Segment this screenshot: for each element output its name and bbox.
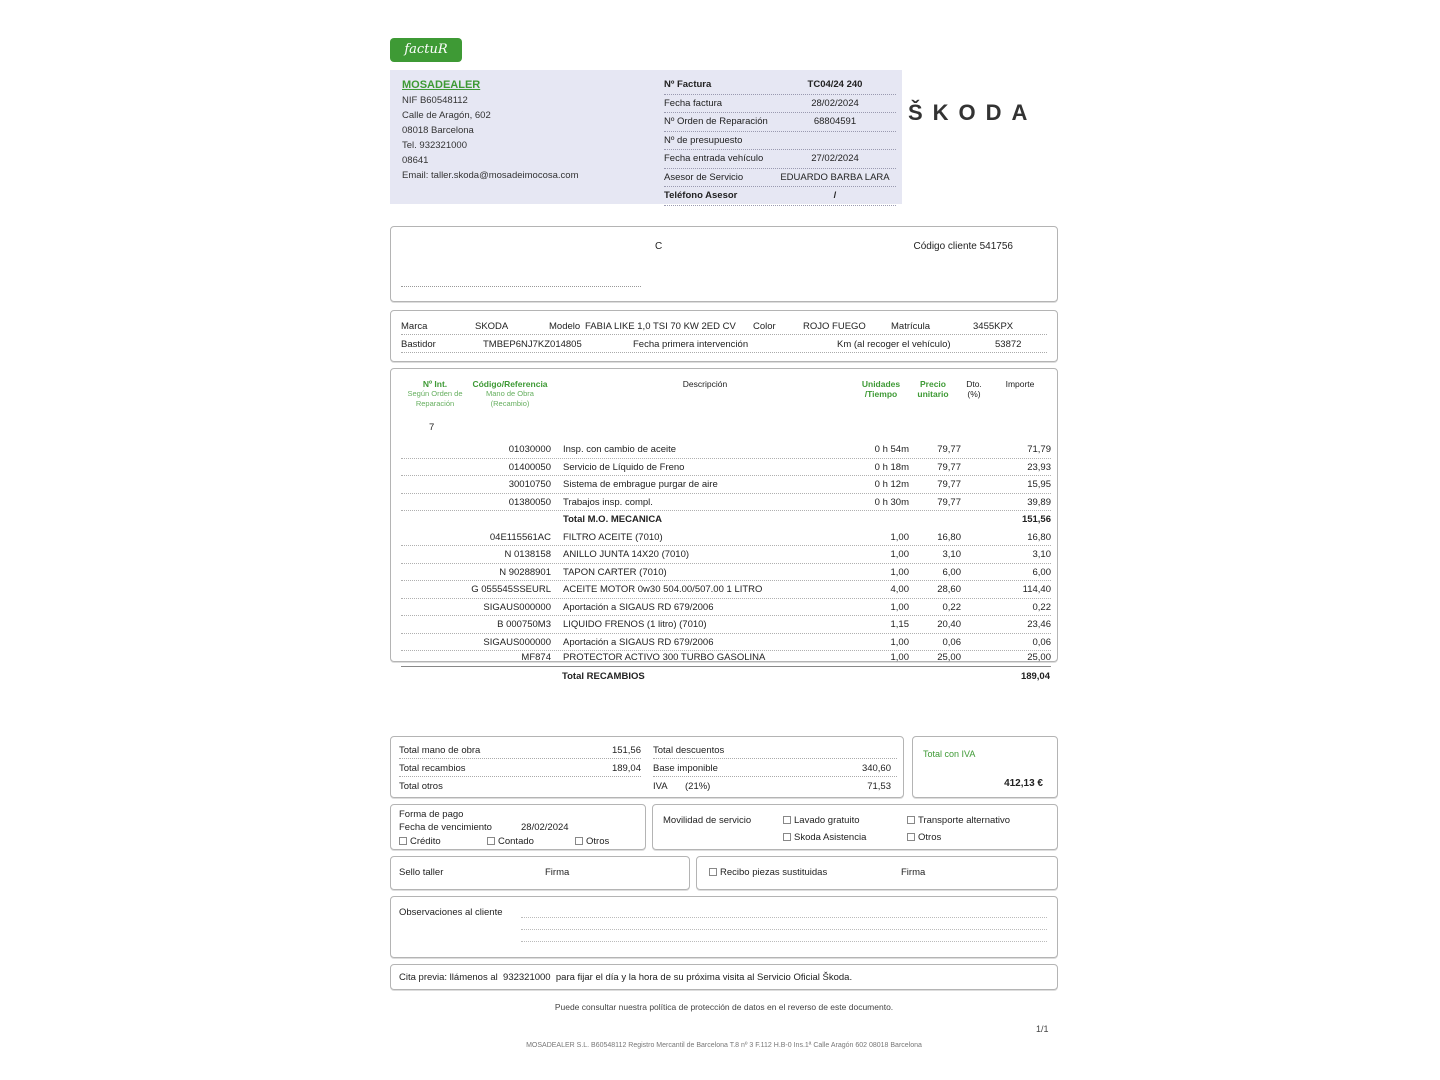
invoice-meta [664,76,896,206]
line-ref: 30010750 [508,479,551,490]
line-qty: 1,00 [890,566,909,578]
wash-label: Lavado gratuito [794,815,860,826]
marca-value: SKODA [475,321,509,332]
line-amount: 0,22 [1032,601,1051,613]
km-value: 53872 [995,339,1022,350]
parts-sign-label: Firma [901,867,926,878]
meta-label: Nº de presupuesto [664,134,743,146]
client-code-label: Código cliente [913,241,977,252]
observation-line [521,917,1047,918]
line-amount: 0,06 [1032,636,1051,648]
line-amount: 3,10 [1032,549,1051,560]
labor-total-amount: 151,56 [1021,514,1051,525]
checkbox[interactable] [907,816,915,824]
line-desc: LIQUIDO FRENOS (1 litro) (7010) [563,619,707,630]
col-num [401,379,469,409]
appointment-box [390,964,1058,990]
line-qty: 4,00 [890,584,909,595]
iva-row [653,779,897,795]
client-code-value: 541756 [979,241,1013,252]
order-row [401,419,1051,437]
service-transport[interactable] [907,815,1010,826]
meta-label: Nº Orden de Reparación [664,116,768,127]
line-qty: 1,00 [890,652,909,663]
total-with-iva-label: Total con IVA [923,749,976,759]
line-desc: ANILLO JUNTA 14X20 (7010) [563,549,690,560]
assistance-label: Skoda Asistencia [794,832,867,843]
meta-value: 68804591 [813,116,857,127]
parts-total-amount: 189,04 [1020,671,1050,682]
vehicle-row [401,319,1047,335]
payment-box [390,804,646,850]
col-num-sub: Según Orden de Reparación [407,389,463,408]
payment-credit[interactable] [399,836,441,847]
bastidor-value: TMBEP6NJ7KZ014805 [483,339,582,350]
col-price: Precio unitario [917,379,949,399]
dealer-address: Calle de Aragón, 602 [402,110,491,121]
labor-total-label: Total M.O. MECANICA [563,514,663,525]
client-initial: C [655,241,663,252]
base-value: 340,60 [861,763,891,774]
line-desc: Sistema de embrague purgar de aire [563,479,718,490]
order-number: 7 [429,422,435,433]
parts-receipt[interactable] [709,867,827,878]
modelo-label: Modelo [549,321,581,332]
payment-label: Forma de pago [399,809,464,820]
seal-label: Sello taller [399,867,444,878]
transport-label: Transporte alternativo [918,815,1011,826]
total-parts-value: 189,04 [611,763,641,774]
vehicle-row [401,337,1047,353]
total-parts-row [399,761,641,777]
matricula-value: 3455KPX [973,321,1014,332]
meta-row [664,187,896,206]
line-price: 0,06 [942,636,961,648]
meta-label: Fecha factura [664,97,723,109]
payment-other[interactable] [575,836,609,847]
checkbox[interactable] [907,833,915,841]
checkbox[interactable] [487,837,495,845]
meta-value [774,132,896,150]
parts-receipt-box [696,856,1058,890]
part-line [401,616,1051,634]
part-line [401,529,1051,547]
credit-label: Crédito [410,836,441,847]
color-label: Color [753,321,776,332]
meta-label: Asesor de Servicio [664,171,744,183]
discounts-row [653,743,897,759]
privacy-note: Puede consultar nuestra política de protección de datos en el reverso de este documento. [554,1002,894,1012]
meta-row [664,113,896,132]
line-price: 79,77 [937,496,961,508]
line-amount: 16,80 [1027,531,1051,543]
line-desc: PROTECTOR ACTIVO 300 TURBO GASOLINA [563,652,766,663]
col-ref [469,379,551,409]
meta-row [664,169,896,188]
appointment-suffix: para fijar el día y la hora de su próxima visita al Servicio Oficial Škoda. [555,972,853,983]
line-price: 79,77 [937,479,961,490]
line-price: 79,77 [937,461,961,473]
client-address-line [401,286,641,287]
payment-cash[interactable] [487,836,534,847]
dealer-phone: Tel. 932321000 [402,140,467,151]
meta-label: Teléfono Asesor [664,190,738,201]
labor-line [401,441,1051,459]
client-code [913,241,1013,252]
service-mobility-label: Movilidad de servicio [663,815,752,826]
line-desc: ACEITE MOTOR 0w30 504.00/507.00 1 LITRO [563,584,763,595]
service-other-label: Otros [918,832,942,843]
part-line [401,581,1051,599]
iva-label: IVA [653,781,668,792]
line-price: 3,10 [942,549,961,560]
part-line [401,546,1051,564]
totals-box [390,736,904,798]
line-qty: 1,00 [890,636,909,648]
line-price: 0,22 [942,601,961,613]
service-wash[interactable] [783,815,860,826]
base-label: Base imponible [653,763,718,774]
labor-line [401,476,1051,494]
line-desc: FILTRO ACEITE (7010) [563,531,663,543]
checkbox[interactable] [575,837,583,845]
line-ref: SIGAUS000000 [483,636,551,648]
col-ref-label: Código/Referencia [472,379,548,389]
line-qty: 1,00 [890,601,909,613]
parts-total-label: Total RECAMBIOS [562,671,645,682]
line-price: 79,77 [937,444,961,455]
km-label: Km (al recoger el vehículo) [837,339,951,350]
checkbox[interactable] [399,837,407,845]
dealer-nif: NIF B60548112 [402,95,468,106]
service-assistance[interactable] [783,832,866,843]
discounts-label: Total descuentos [653,745,725,756]
line-desc: Aportación a SIGAUS RD 679/2006 [563,636,714,648]
line-desc: Aportación a SIGAUS RD 679/2006 [563,601,714,613]
meta-label: Nº Factura [664,79,712,90]
appointment-text [399,972,852,983]
skoda-wordmark: ŠKODA [908,100,1038,125]
iva-value: 71,53 [867,781,891,792]
line-desc: TAPON CARTER (7010) [563,566,667,578]
appointment-prefix: Cita previa: llámenos al [399,972,498,983]
marca-label: Marca [401,321,428,332]
total-with-iva-box [912,736,1058,798]
line-qty: 0 h 12m [874,479,909,490]
service-mobility-box [652,804,1058,850]
line-qty: 1,15 [890,619,909,630]
observation-line [521,941,1047,942]
dealer-header [390,70,902,204]
due-date-label: Fecha de vencimiento [399,822,492,833]
line-qty: 0 h 30m [874,496,909,508]
line-price: 6,00 [942,566,961,578]
modelo-value: FABIA LIKE 1,0 TSI 70 KW 2ED CV [585,321,736,332]
line-desc: Insp. con cambio de aceite [563,444,677,455]
meta-value: TC04/24 240 [807,79,863,90]
meta-row [664,150,896,169]
total-labor-row [399,743,641,759]
bastidor-label: Bastidor [401,339,436,350]
total-with-iva-value: 412,13 € [1004,778,1043,789]
part-line [401,564,1051,582]
line-amount: 15,95 [1027,479,1051,490]
total-parts-label: Total recambios [399,763,466,774]
base-row [653,761,897,777]
line-amount: 23,93 [1027,461,1051,473]
line-price: 20,40 [937,619,961,630]
total-labor-value: 151,56 [611,745,641,756]
line-desc: Servicio de Líquido de Freno [563,461,685,473]
meta-value: 27/02/2024 [811,153,859,164]
checkbox[interactable] [783,816,791,824]
parts-receipt-label: Recibo piezas sustituidas [720,867,828,878]
line-ref: N 90288901 [499,566,551,578]
line-qty: 1,00 [890,549,909,560]
line-amount: 25,00 [1027,652,1051,663]
due-date-value: 28/02/2024 [521,822,569,833]
line-amount: 6,00 [1032,566,1051,578]
total-others-label: Total otros [399,781,443,792]
line-ref: 01030000 [508,444,551,455]
line-price: 16,80 [937,531,961,543]
invoice-lines [390,368,1058,662]
line-price: 25,00 [937,652,961,663]
meta-row [664,76,896,95]
factur-logo: factuR [390,38,462,62]
labor-total-row [401,511,1051,529]
line-ref: MF874 [521,652,551,663]
line-qty: 0 h 54m [874,444,909,455]
color-value: ROJO FUEGO [803,321,866,332]
meta-row [664,95,896,114]
dealer-info [402,78,642,183]
observation-line [521,929,1047,930]
appointment-phone: 932321000 [503,972,551,983]
first-service-label: Fecha primera intervención [633,339,749,350]
checkbox[interactable] [783,833,791,841]
matricula-label: Matrícula [891,321,931,332]
observations-label: Observaciones al cliente [399,907,503,918]
col-desc: Descripción [682,379,728,389]
vehicle-box [390,310,1058,362]
col-disc: Dto. (%) [966,379,982,399]
meta-value: / [833,190,837,201]
other-label: Otros [586,836,610,847]
line-ref: 01380050 [508,496,551,508]
meta-label: Fecha entrada vehículo [664,153,764,164]
client-box [390,226,1058,302]
page-number: 1/1 [1036,1024,1049,1034]
checkbox[interactable] [709,868,717,876]
line-desc: Trabajos insp. compl. [563,496,653,508]
line-qty: 1,00 [890,531,909,543]
col-ref-sub: Mano de Obra (Recambio) [486,389,534,408]
part-line [401,599,1051,617]
meta-value: 28/02/2024 [811,97,859,109]
col-num-label: Nº Int. [422,379,448,389]
part-line [401,649,1051,667]
observations-box [390,896,1058,958]
labor-line [401,459,1051,477]
line-ref: 04E115561AC [489,531,551,543]
seal-sign-label: Firma [545,867,570,878]
meta-row [664,132,896,151]
total-labor-label: Total mano de obra [399,745,481,756]
dealer-email: Email: taller.skoda@mosadeimocosa.com [402,170,579,181]
col-qty: Unidades /Tiempo [861,379,901,399]
iva-rate: (21%) [685,781,711,792]
workshop-seal-box [390,856,690,890]
line-ref: B 000750M3 [497,619,551,630]
line-ref: 01400050 [508,461,551,473]
dealer-name: MOSADEALER [402,79,481,91]
meta-value: EDUARDO BARBA LARA [780,171,890,183]
line-amount: 71,79 [1027,444,1051,455]
labor-line [401,494,1051,512]
col-amount: Importe [1005,379,1035,389]
service-other[interactable] [907,832,941,843]
line-amount: 23,46 [1027,619,1051,630]
dealer-code: 08641 [402,155,429,166]
parts-total-row [400,668,1050,686]
dealer-city: 08018 Barcelona [402,125,474,136]
total-others-row [399,779,641,795]
line-price: 28,60 [937,584,961,595]
line-ref: G 055545SSEURL [471,584,551,595]
cash-label: Contado [498,836,534,847]
line-amount: 39,89 [1027,496,1051,508]
line-ref: SIGAUS000000 [483,601,551,613]
line-ref: N 0138158 [504,549,551,560]
line-amount: 114,40 [1022,584,1051,595]
legal-footer: MOSADEALER S.L. B60548112 Registro Mercantil de Barcelona T.8 nº 3 F.112 H.B-0 Ins.1ª Calle Aragón 602 08018 Barcelona [526,1042,922,1049]
line-qty: 0 h 18m [874,461,909,473]
